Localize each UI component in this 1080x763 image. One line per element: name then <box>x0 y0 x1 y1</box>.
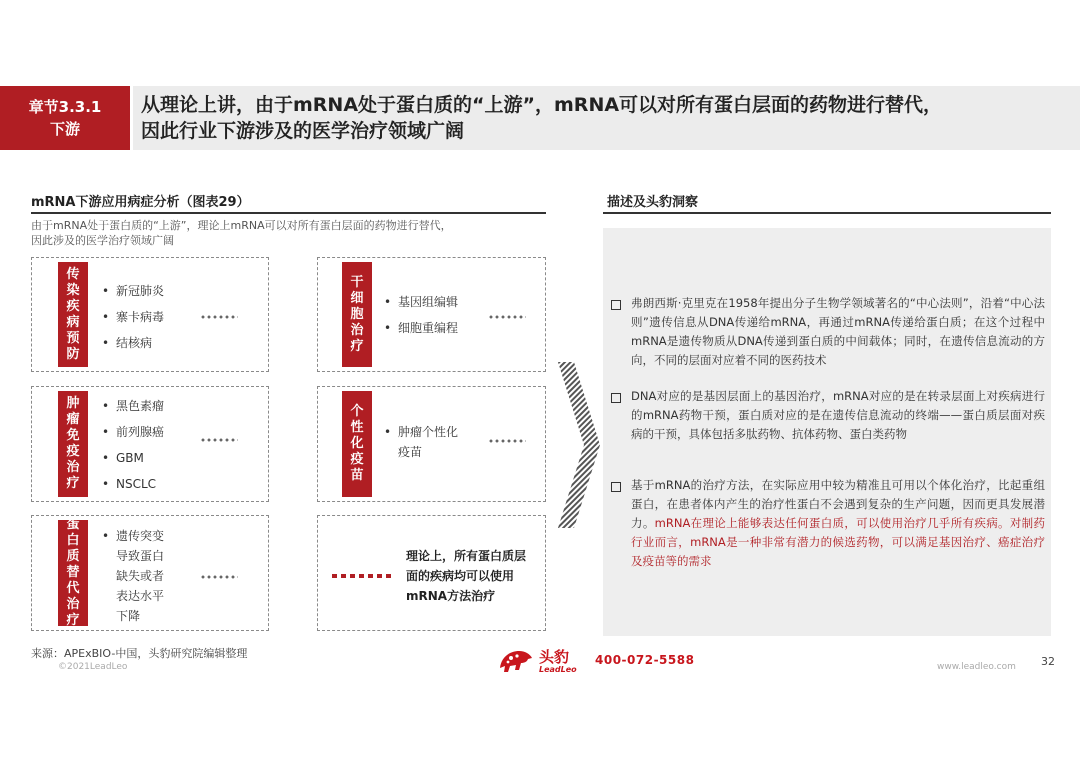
disease-card-stem-cell <box>317 257 546 372</box>
list-item: • 基因组编辑 <box>380 291 458 317</box>
list-item: • 前列腺癌 <box>98 421 164 447</box>
website-url: www.leadleo.com <box>937 662 1016 672</box>
company-logo <box>497 646 577 676</box>
card-items <box>98 395 164 499</box>
left-description <box>31 218 551 248</box>
card-label: 蛋白质替代治疗 <box>58 520 88 626</box>
conclusion-card <box>317 515 546 631</box>
left-description-line1: 由于mRNA处于蛋白质的“上游”，理论上mRNA可以对所有蛋白层面的药物进行替代， <box>31 219 452 232</box>
card-items <box>380 291 458 343</box>
insight-item <box>611 476 1045 571</box>
insight-item <box>611 387 1045 444</box>
header-band <box>133 86 1080 150</box>
right-section-title: 描述及头豹洞察 <box>607 195 699 210</box>
insight-text: 弗朗西斯·克里克在1958年提出分子生物学领域著名的“中心法则”，沿着“中心法则”遗传信息从DNA传递给mRNA，再通过mRNA传递给蛋白质；在这个过程中mRNA是遗传物质从DNA传递到蛋白质的中间载体；同时，在遗传信息流动的方向，不同的层面对应着不同的医药技术 <box>631 296 1045 367</box>
card-items <box>380 422 458 462</box>
page-title-line2: 因此行业下游涉及的医学治疗领域广阔 <box>141 120 465 142</box>
list-item: • 新冠肺炎 <box>98 280 164 306</box>
checkbox-bullet-icon <box>611 482 621 492</box>
chevron-arrow-icon <box>558 362 600 528</box>
page-title-line1: 从理论上讲，由于mRNA处于蛋白质的“上游”，mRNA可以对所有蛋白层面的药物进行替代， <box>141 94 943 116</box>
chapter-tag <box>0 86 130 150</box>
insight-item <box>611 294 1045 370</box>
dotted-connector <box>200 315 238 319</box>
list-item: • 遗传突变导致蛋白缺失或者表达水平下降 <box>98 526 174 626</box>
list-item: • 肿瘤个性化疫苗 <box>380 422 458 462</box>
list-item: • GBM <box>98 447 164 473</box>
red-dashed-connector <box>332 574 394 578</box>
leopard-logo-icon <box>497 646 535 676</box>
insight-text-normal: 基于mRNA的治疗方法，在实际应用中较为精准且可用以个体化治疗，比起重组蛋白，在患者体内产生的治疗性蛋白不会遇到复杂的生产问题，因而更具发展潜力。 <box>631 478 1045 530</box>
right-section-rule <box>603 212 1051 214</box>
card-label: 传染疾病预防 <box>58 262 88 367</box>
logo-en: LeadLeo <box>539 664 577 674</box>
list-item: • 黑色素瘤 <box>98 395 164 421</box>
phone-number: 400-072-5588 <box>595 653 695 667</box>
disease-card-personalized-vaccine <box>317 386 546 502</box>
card-label: 肿瘤免疫治疗 <box>58 391 88 497</box>
left-section-rule <box>31 212 546 214</box>
disease-card-tumor-immunotherapy <box>31 386 269 502</box>
source-note: 来源：APExBIO-中国，头豹研究院编辑整理 <box>31 647 248 660</box>
insights-panel <box>603 228 1051 636</box>
left-description-line2: 因此涉及的医学治疗领域广阔 <box>31 234 174 247</box>
card-items <box>98 526 174 626</box>
chapter-section: 下游 <box>49 120 80 138</box>
checkbox-bullet-icon <box>611 300 621 310</box>
card-label: 个性化疫苗 <box>342 391 372 497</box>
conclusion-text: 理论上，所有蛋白质层面的疾病均可以使用mRNA方法治疗 <box>406 549 527 603</box>
card-items <box>98 280 164 358</box>
copyright: ©2021LeadLeo <box>58 662 128 672</box>
page-number: 32 <box>1041 655 1055 668</box>
list-item: • 寨卡病毒 <box>98 306 164 332</box>
insight-text: DNA对应的是基因层面上的基因治疗，mRNA对应的是在转录层面上对疾病进行的mRNA药物干预，蛋白质对应的是在遗传信息流动的终端——蛋白质层面对疾病的干预，具体包括多肽药物、抗体药物、蛋白类药物 <box>631 389 1045 441</box>
disease-card-infectious <box>31 257 269 372</box>
left-section-title: mRNA下游应用病症分析（图表29） <box>31 195 250 210</box>
dotted-connector <box>200 575 238 579</box>
dotted-connector <box>488 315 526 319</box>
checkbox-bullet-icon <box>611 393 621 403</box>
disease-card-protein-replacement <box>31 515 269 631</box>
page-title <box>141 92 942 144</box>
logo-cn: 头豹 <box>539 647 570 666</box>
card-label: 干细胞治疗 <box>342 262 372 367</box>
dotted-connector <box>488 439 526 443</box>
list-item: • 结核病 <box>98 332 164 358</box>
list-item: • NSCLC <box>98 473 164 499</box>
chapter-number: 章节3.3.1 <box>28 98 102 116</box>
insight-text <box>631 476 1045 571</box>
list-item: • 细胞重编程 <box>380 317 458 343</box>
insight-text-highlight: mRNA在理论上能够表达任何蛋白质，可以使用治疗几乎所有疾病。对制药行业而言，mRNA是一种非常有潜力的候选药物，可以满足基因治疗、癌症治疗及疫苗等的需求 <box>631 516 1045 568</box>
dotted-connector <box>200 438 238 442</box>
